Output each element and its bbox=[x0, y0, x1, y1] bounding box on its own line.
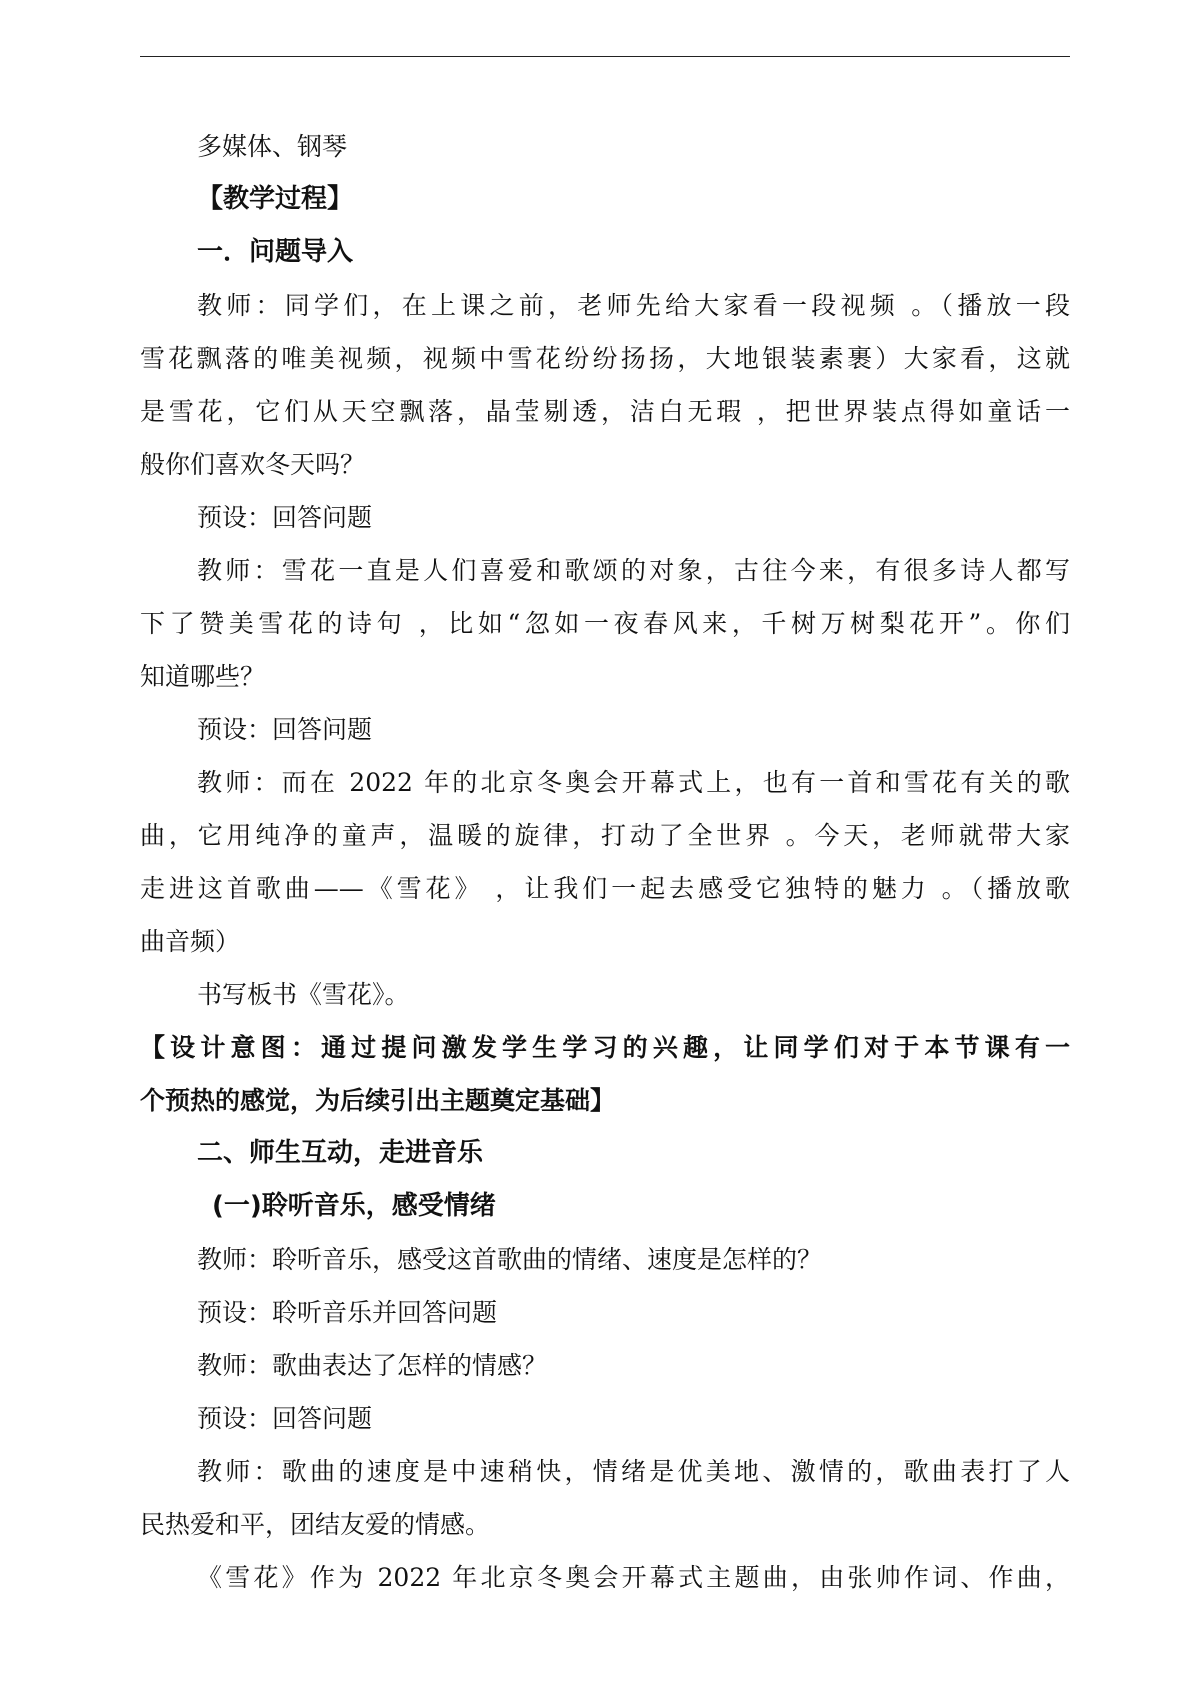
paragraph-line: 曲音频） bbox=[140, 927, 241, 956]
section-heading-teaching-process: 【教学过程】 bbox=[197, 184, 354, 214]
document-body bbox=[140, 120, 1070, 1604]
preset-answer: 预设：回答问题 bbox=[197, 1404, 373, 1433]
materials-text: 多媒体、钢琴 bbox=[197, 132, 348, 161]
paragraph-line: 教师：雪花一直是人们喜爱和歌颂的对象，古往今来，有很多诗人都写 bbox=[197, 556, 1070, 585]
header-rule bbox=[140, 56, 1070, 57]
paragraph-line: 是雪花，它们从天空飘落，晶莹剔透，洁白无瑕 ，把世界装点得如童话一 bbox=[140, 397, 1070, 426]
section-heading-interaction: 二、师生互动，走进音乐 bbox=[197, 1138, 484, 1168]
design-intent-line: 个预热的感觉，为后续引出主题奠定基础】 bbox=[140, 1086, 616, 1115]
paragraph-line: 知道哪些？ bbox=[140, 662, 266, 691]
preset-answer: 预设：回答问题 bbox=[197, 715, 373, 744]
paragraph-line: 般你们喜欢冬天吗？ bbox=[140, 450, 366, 479]
preset-answer: 预设：聆听音乐并回答问题 bbox=[197, 1298, 498, 1327]
paragraph-line: 雪花飘落的唯美视频，视频中雪花纷纷扬扬，大地银装素裹）大家看，这就 bbox=[140, 344, 1070, 373]
paragraph-line: 教师：歌曲的速度是中速稍快，情绪是优美地、激情的，歌曲表打了人 bbox=[197, 1457, 1070, 1486]
paragraph-line: 曲，它用纯净的童声，温暖的旋律，打动了全世界 。今天，老师就带大家 bbox=[140, 821, 1070, 850]
blackboard-note: 书写板书《雪花》。 bbox=[197, 980, 410, 1009]
preset-answer: 预设：回答问题 bbox=[197, 503, 373, 532]
paragraph-line: 下了赞美雪花的诗句 ，比如“忽如一夜春风来，千树万树梨花开”。你们 bbox=[140, 609, 1070, 638]
subsection-heading-intro: 一．问题导入 bbox=[197, 237, 354, 267]
paragraph-line: 走进这首歌曲——《雪花》 ，让我们一起去感受它独特的魅力 。（播放歌 bbox=[140, 874, 1070, 903]
teacher-question: 教师：歌曲表达了怎样的情感？ bbox=[197, 1351, 548, 1380]
design-intent-line: 【设计意图：通过提问激发学生学习的兴趣，让同学们对于本节课有一 bbox=[140, 1033, 1070, 1062]
paragraph-line: 教师：而在 2022 年的北京冬奥会开幕式上，也有一首和雪花有关的歌 bbox=[197, 768, 1070, 797]
paragraph-line: 教师：同学们，在上课之前，老师先给大家看一段视频 。（播放一段 bbox=[197, 291, 1070, 320]
teacher-question: 教师：聆听音乐，感受这首歌曲的情绪、速度是怎样的？ bbox=[197, 1245, 823, 1274]
paragraph-line: 民热爱和平，团结友爱的情感。 bbox=[140, 1510, 491, 1539]
paragraph-line: 《雪花》作为 2022 年北京冬奥会开幕式主题曲，由张帅作词、作曲， bbox=[197, 1563, 1070, 1592]
subsection-heading-listening: (一)聆听音乐，感受情绪 bbox=[212, 1191, 496, 1221]
